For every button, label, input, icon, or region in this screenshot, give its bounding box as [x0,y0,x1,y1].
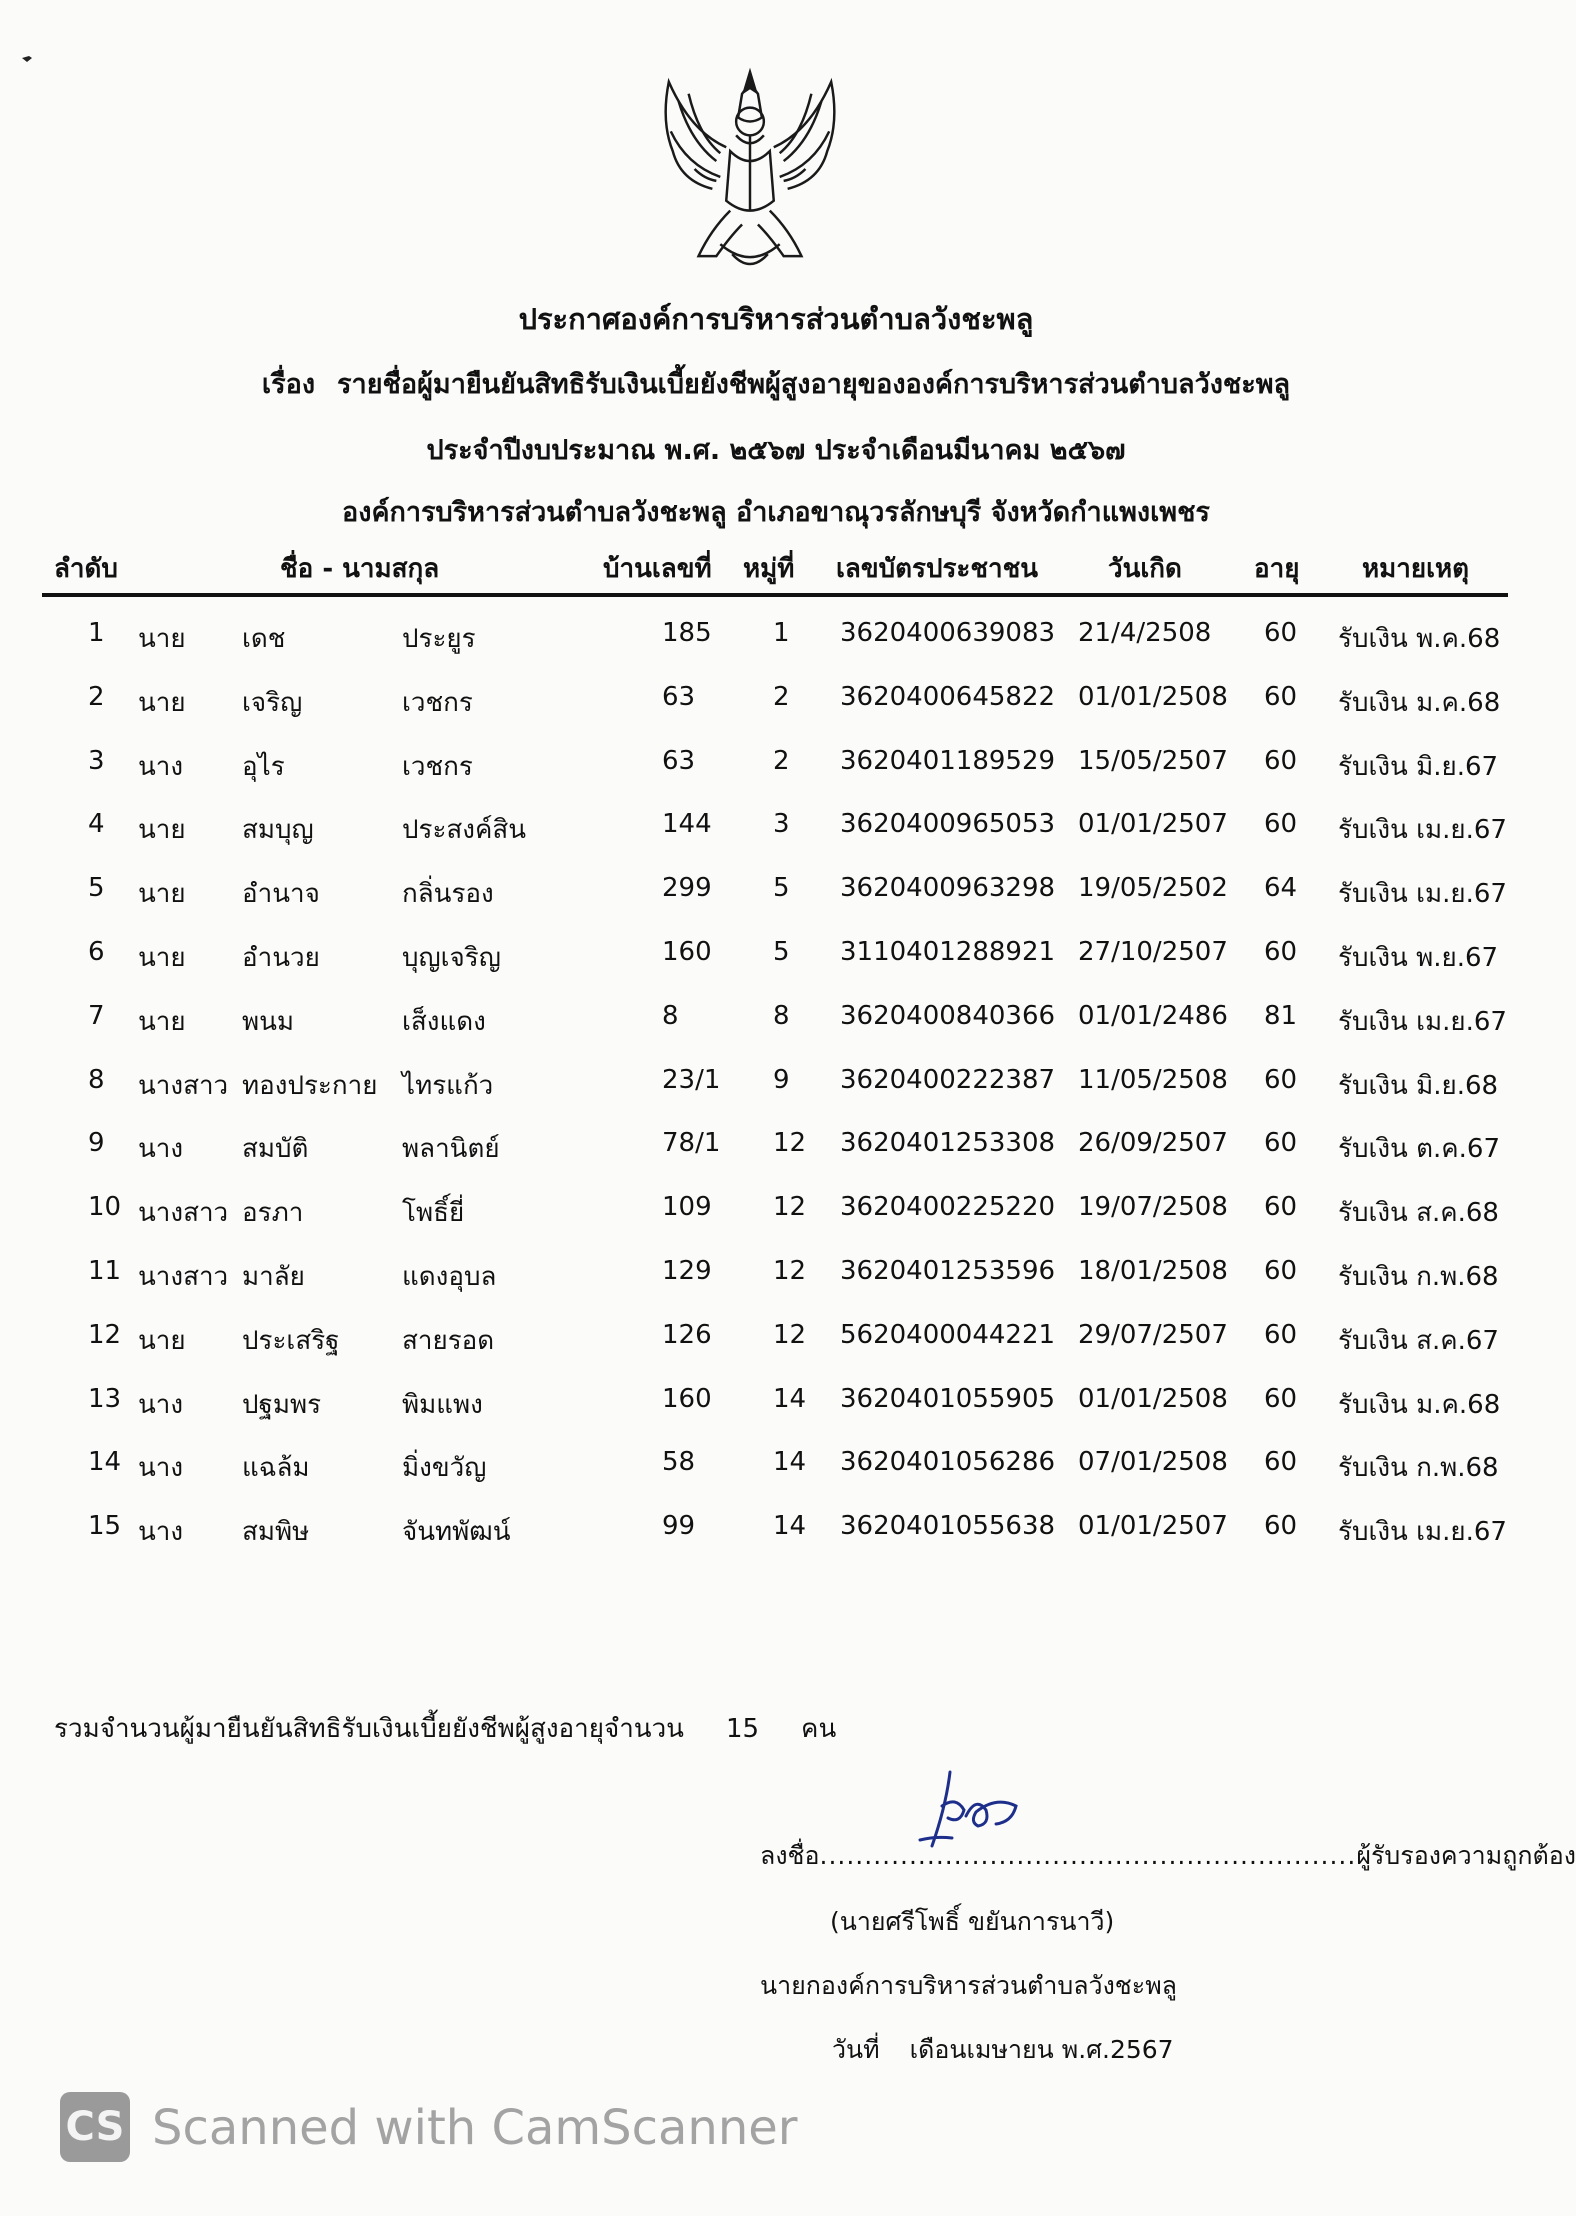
row-prefix: นาย [138,624,186,654]
row-prefix: นางสาว [138,1198,229,1229]
row-birth-date: 21/4/2508 [1078,618,1212,648]
table-row: 2 นาย เจริญ เวชกร 63 2 3620400645822 01/01/2508 60 รับเงิน ม.ค.68 [0,676,1552,740]
signer-name: (นายศรีโพธิ์ ขยันการนาวี) [830,1907,1115,1936]
announcement-subject [0,362,1552,405]
table-row: 12 นาย ประเสริฐ สายรอด 126 12 5620400044221 29/07/2507 60 รับเงิน ส.ค.67 [0,1314,1552,1378]
table-row: 14 นาง แฉล้ม มิ่งขวัญ 58 14 3620401056286 07/01/2508 60 รับเงิน ก.พ.68 [0,1441,1552,1505]
row-prefix: นาย [138,1325,186,1356]
table-row: 6 นาย อำนวย บุญเจริญ 160 5 3110401288921 27/10/2507 60 รับเงิน พ.ย.67 [0,931,1552,995]
row-id-number: 3620401056286 [840,1447,1056,1478]
row-last-name: สายรอด [402,1325,495,1356]
row-note: รับเงิน เม.ย.67 [1338,879,1507,910]
header-moo: หมู่ที่ [743,554,795,584]
row-first-name: ปฐมพร [242,1389,322,1420]
row-id-number: 3620401055905 [840,1383,1056,1414]
row-age: 60 [1264,618,1298,648]
row-last-name: พลานิตย์ [402,1134,500,1165]
summary-count: 15 [725,1714,760,1744]
row-first-name: เดช [242,624,286,654]
row-age: 60 [1264,809,1298,840]
row-first-name: อุไร [242,751,285,782]
row-last-name: บุญเจริญ [402,942,501,973]
row-prefix: นาง [138,1134,184,1165]
row-age: 60 [1264,681,1298,712]
announcement-title: ประกาศองค์การบริหารส่วนตำบลวังชะพลู [518,302,1034,336]
row-birth-date: 27/10/2507 [1078,936,1228,967]
signature-line [760,1836,1576,1876]
table-row: 8 นางสาว ทองประกาย ไทรแก้ว 23/1 9 3620400222387 11/05/2508 60 รับเงิน มิ.ย.68 [0,1059,1552,1123]
row-birth-date: 01/01/2507 [1078,809,1228,840]
row-age: 60 [1264,745,1298,776]
row-note: รับเงิน เม.ย.67 [1338,815,1507,846]
row-id-number: 3620400222387 [840,1064,1056,1095]
row-age: 60 [1264,1255,1298,1286]
header-name: ชื่อ - นามสกุล [280,554,440,584]
row-first-name: พนม [242,1006,295,1037]
date-prefix: วันที่ [832,2035,880,2064]
signature-date [832,2030,1174,2070]
row-note: รับเงิน ม.ค.68 [1338,1389,1501,1420]
row-birth-date: 07/01/2508 [1078,1447,1228,1478]
row-first-name: อรภา [242,1198,304,1229]
row-birth-date: 19/07/2508 [1078,1192,1228,1223]
row-id-number: 3620400645822 [840,681,1056,712]
row-first-name: ประเสริฐ [242,1325,340,1356]
summary-line [54,1708,836,1749]
row-age: 60 [1264,1192,1298,1223]
row-first-name: อำนาจ [242,879,320,910]
row-birth-date: 01/01/2486 [1078,1000,1228,1031]
row-last-name: กลิ่นรอง [402,879,494,910]
row-age: 60 [1264,1383,1298,1414]
row-birth-date: 01/01/2508 [1078,1383,1228,1414]
row-age: 60 [1264,1511,1298,1542]
header-dob: วันเกิด [1108,554,1182,584]
row-birth-date: 29/07/2507 [1078,1319,1228,1350]
row-note: รับเงิน เม.ย.67 [1338,1517,1507,1548]
table-row: 9 นาง สมบัติ พลานิตย์ 78/1 12 3620401253308 26/09/2507 60 รับเงิน ต.ค.67 [0,1122,1552,1186]
table-body [0,612,1552,1569]
row-id-number: 3620401189529 [840,745,1056,776]
row-age: 60 [1264,1447,1298,1478]
budget-period: ประจำปีงบประมาณ พ.ศ. ๒๕๖๗ ประจำเดือนมีนาคม ๒๕๖๗ [426,435,1126,466]
row-last-name: เส็งแดง [402,1006,486,1037]
row-prefix: นาง [138,751,184,782]
table-row: 1 นาย เดช ประยูร 185 1 3620400639083 21/4/2508 60 รับเงิน พ.ค.68 [0,612,1552,676]
organization-line: องค์การบริหารส่วนตำบลวังชะพลู อำเภอขาณุวรลักษบุรี จังหวัดกำแพงเพชร [342,497,1210,528]
row-note: รับเงิน พ.ย.67 [1338,942,1499,973]
signer-position: นายกองค์การบริหารส่วนตำบลวังชะพลู [760,1971,1177,2000]
row-id-number: 5620400044221 [840,1319,1056,1350]
row-note: รับเงิน ก.พ.68 [1338,1261,1499,1292]
row-id-number: 3620401055638 [840,1511,1056,1542]
table-row: 15 นาง สมพิษ จันทพัฒน์ 99 14 3620401055638 01/01/2507 60 รับเงิน เม.ย.67 [0,1505,1552,1569]
header-id: เลขบัตรประชาชน [836,554,1039,584]
garuda-emblem [651,62,849,276]
header-no: ลำดับ [54,554,118,584]
row-birth-date: 18/01/2508 [1078,1255,1228,1286]
row-id-number: 3620401253596 [840,1255,1056,1286]
row-first-name: ทองประกาย [242,1070,378,1101]
row-last-name: ไทรแก้ว [402,1070,494,1101]
row-first-name: สมพิษ [242,1517,310,1548]
row-prefix: นาง [138,1453,184,1484]
row-note: รับเงิน ก.พ.68 [1338,1453,1499,1484]
scan-speck [22,54,32,62]
camscanner-watermark: Scanned with CamScanner [152,2100,798,2156]
certify-label: ผู้รับรองความถูกต้อง [1356,1841,1576,1870]
table-row: 4 นาย สมบุญ ประสงค์สิน 144 3 3620400965053 01/01/2507 60 รับเงิน เม.ย.67 [0,803,1552,867]
row-age: 64 [1264,873,1298,904]
subject-label: เรื่อง [261,369,316,400]
header-note: หมายเหตุ [1362,554,1470,584]
row-age: 60 [1264,936,1298,967]
row-last-name: เวชกร [402,687,473,718]
row-first-name: แฉล้ม [242,1453,310,1484]
row-note: รับเงิน ส.ค.68 [1338,1198,1499,1229]
row-birth-date: 19/05/2502 [1078,873,1228,904]
row-prefix: นาย [138,1006,186,1037]
row-prefix: นางสาว [138,1070,229,1101]
row-last-name: แดงอุบล [402,1261,497,1292]
date-rest: เดือนเมษายน พ.ศ.2567 [909,2035,1174,2064]
row-age: 81 [1264,1000,1298,1031]
row-prefix: นางสาว [138,1261,229,1292]
row-last-name: เวชกร [402,751,473,782]
row-id-number: 3620400963298 [840,873,1056,904]
row-last-name: พิมแพง [402,1389,483,1420]
row-prefix: นาย [138,879,186,910]
table-row: 5 นาย อำนาจ กลิ่นรอง 299 5 3620400963298 19/05/2502 64 รับเงิน เม.ย.67 [0,867,1552,931]
sign-dots: ............................................................ [819,1841,1357,1870]
header-rule [42,593,1508,597]
row-last-name: ประสงค์สิน [402,815,527,846]
table-row: 11 นางสาว มาลัย แดงอุบล 129 12 3620401253596 18/01/2508 60 รับเงิน ก.พ.68 [0,1250,1552,1314]
row-birth-date: 01/01/2507 [1078,1511,1228,1542]
row-prefix: นาง [138,1517,184,1548]
row-first-name: อำนวย [242,942,320,973]
row-first-name: สมบัติ [242,1134,309,1165]
row-prefix: นาย [138,815,186,846]
row-birth-date: 01/01/2508 [1078,681,1228,712]
row-id-number: 3620400965053 [840,809,1056,840]
row-prefix: นาย [138,687,186,718]
row-id-number: 3620401253308 [840,1128,1056,1159]
camscanner-logo: CS [60,2092,130,2162]
row-last-name: โพธิ์ยี่ [402,1198,465,1229]
row-id-number: 3620400225220 [840,1192,1056,1223]
row-last-name: ประยูร [402,624,476,654]
row-prefix: นาย [138,942,186,973]
row-birth-date: 11/05/2508 [1078,1064,1228,1095]
row-id-number: 3620400639083 [840,618,1056,648]
row-id-number: 3620400840366 [840,1000,1056,1031]
row-note: รับเงิน มิ.ย.68 [1338,1070,1499,1101]
row-note: รับเงิน เม.ย.67 [1338,1006,1507,1037]
row-first-name: มาลัย [242,1261,305,1292]
row-note: รับเงิน ส.ค.67 [1338,1325,1499,1356]
header-age: อายุ [1254,554,1300,584]
row-first-name: สมบุญ [242,815,314,846]
table-row: 3 นาง อุไร เวชกร 63 2 3620401189529 15/05/2507 60 รับเงิน มิ.ย.67 [0,740,1552,804]
table-row: 13 นาง ปฐมพร พิมแพง 160 14 3620401055905 01/01/2508 60 รับเงิน ม.ค.68 [0,1378,1552,1442]
summary-text: รวมจำนวนผู้มายืนยันสิทธิรับเงินเบี้ยยังชีพผู้สูงอายุจำนวน [54,1714,684,1744]
row-note: รับเงิน ม.ค.68 [1338,687,1501,718]
row-age: 60 [1264,1128,1298,1159]
row-last-name: จันทพัฒน์ [402,1517,511,1548]
row-prefix: นาง [138,1389,184,1420]
table-row: 10 นางสาว อรภา โพธิ์ยี่ 109 12 3620400225220 19/07/2508 60 รับเงิน ส.ค.68 [0,1186,1552,1250]
row-age: 60 [1264,1064,1298,1095]
table-row: 7 นาย พนม เส็งแดง 8 8 3620400840366 01/01/2486 81 รับเงิน เม.ย.67 [0,995,1552,1059]
row-id-number: 3110401288921 [840,936,1056,967]
subject-text: รายชื่อผู้มายืนยันสิทธิรับเงินเบี้ยยังชีพผู้สูงอายุขององค์การบริหารส่วนตำบลวังชะพลู [337,369,1291,400]
row-note: รับเงิน มิ.ย.67 [1338,751,1499,782]
row-note: รับเงิน ต.ค.67 [1338,1134,1500,1165]
row-last-name: มิ่งขวัญ [402,1453,487,1484]
sign-label: ลงชื่อ [760,1841,820,1870]
row-note: รับเงิน พ.ค.68 [1338,624,1501,654]
row-birth-date: 15/05/2507 [1078,745,1228,776]
row-age: 60 [1264,1319,1298,1350]
table-header [0,548,1552,588]
row-birth-date: 26/09/2507 [1078,1128,1228,1159]
summary-unit: คน [801,1714,837,1744]
row-first-name: เจริญ [242,687,303,718]
header-house: บ้านเลขที่ [603,554,712,584]
